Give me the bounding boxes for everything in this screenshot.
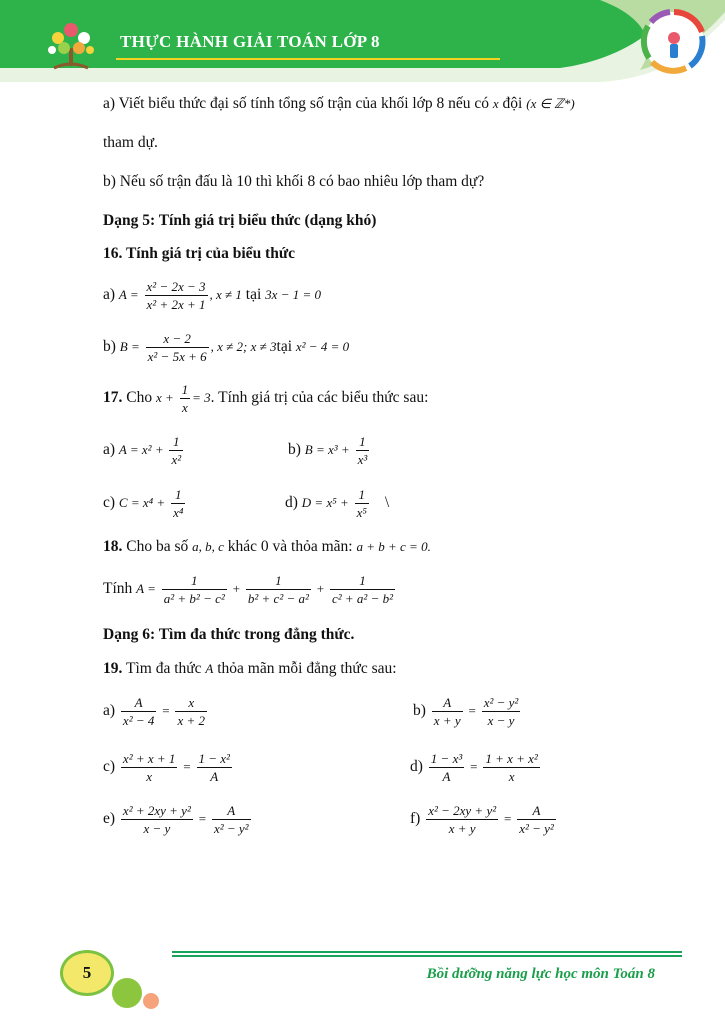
equation-19b: b) $\frac{A}{x + y}$ = $\frac{\text{x² − y²}}{x - y}$ [413,695,519,728]
fraction: $\frac{1}{\text{x³}}$ [357,434,368,467]
fraction: $\frac{1}{\text{c² + a² − b²}}$ [331,573,393,606]
problem-17c: c) C = x⁴ + $\frac{1}{\text{x⁴}}$ [103,487,184,520]
fraction: $\frac{1}{\text{x⁵}}$ [356,487,367,520]
equation-19f: f) $\frac{\text{x² − 2xy + y²}}{x + y}$ = $\frac{A}{\text{x² − y²}}$ [410,803,554,836]
page-number: 5 [60,950,114,996]
problem-17b: b) B = x³ + $\frac{1}{\text{x³}}$ [288,434,368,467]
page-header [0,0,725,95]
fraction: $\frac{\text{x² − 2x − 3}}{\text{x² + 2x + 1}}$ [146,279,206,312]
fraction: $\frac{A}{\text{x² − y²}}$ [519,803,554,836]
problem-18-title: 18. Cho ba số a, b, c khác 0 và thỏa mãn: a + b + c = 0. [103,538,431,555]
fraction: $\frac{\text{x² + x + 1}}{x}$ [122,751,176,784]
problem-15a-cont: tham dự. [103,134,158,151]
problem-18-expr: Tính A = $\frac{1}{\text{a² + b² − c²}}$ + $\frac{1}{\text{b² + c² − a²}}$ + $\frac{1}{\text{c² + a² − b²}}$ [103,573,393,606]
fraction: $\frac{x}{x + 2}$ [177,695,206,728]
fraction: $\frac{1}{\text{a² + b² − c²}}$ [163,573,225,606]
equation-19d: d) $\frac{\text{1 − x³}}{A}$ = $\frac{\text{1 + x + x²}}{x}$ [410,751,538,784]
fraction: $\frac{\text{1 + x + x²}}{x}$ [485,751,538,784]
problem-16-title: 16. Tính giá trị của biểu thức [103,245,296,262]
section-dang-6: Dạng 6: Tìm đa thức trong đẳng thức. [103,626,355,643]
problem-15a: a) Viết biểu thức đại số tính tổng số trận của khối lớp 8 nếu có x đội (x ∈ ℤ*) [103,95,575,112]
equation-19e: e) $\frac{\text{x² + 2xy + y²}}{x - y}$ = $\frac{A}{\text{x² − y²}}$ [103,803,249,836]
fraction: $\frac{\text{x² − 2xy + y²}}{x + y}$ [428,803,497,836]
circle-people-logo-icon [640,8,708,76]
decor-circle-green [112,978,142,1008]
problem-15b: b) Nếu số trận đấu là 10 thì khối 8 có bao nhiêu lớp tham dự? [103,173,485,190]
problem-17-title: 17. Cho x + $\frac{1}{x}$ = 3. Tính giá trị của các biểu thức sau: [103,382,429,415]
section-dang-5: Dạng 5: Tính giá trị biểu thức (dạng khó) [103,212,377,229]
fraction: $\frac{\text{x² + 2xy + y²}}{x - y}$ [122,803,191,836]
fraction: $\frac{1}{\text{b² + c² − a²}}$ [247,573,309,606]
header-underline [116,58,500,60]
fraction: $\frac{1}{x}$ [181,382,189,415]
problem-19-title: 19. Tìm đa thức A thỏa mãn mỗi đẳng thức sau: [103,660,397,677]
footer-rule [172,951,682,959]
equation-19a: a) $\frac{A}{\text{x² − 4}}$ = $\frac{x}{x + 2}$ [103,695,206,728]
decor-circle-orange [143,993,159,1009]
fraction: $\frac{x - 2}{\text{x² − 5x + 6}}$ [147,331,207,364]
header-title: THỰC HÀNH GIẢI TOÁN LỚP 8 [120,32,380,51]
problem-16b: b) B = $\frac{x - 2}{\text{x² − 5x + 6}}$ , x ≠ 2; x ≠ 3tại x² − 4 = 0 [103,331,350,364]
footer-text: Bồi dưỡng năng lực học môn Toán 8 [426,966,655,982]
fraction: $\frac{A}{x + y}$ [433,695,461,728]
tree-logo-icon [44,20,98,74]
equation-19c: c) $\frac{\text{x² + x + 1}}{x}$ = $\frac{\text{1 − x²}}{A}$ [103,751,230,784]
fraction: $\frac{\text{1 − x³}}{A}$ [430,751,463,784]
fraction: $\frac{A}{\text{x² − y²}}$ [213,803,249,836]
problem-17d: d) D = x⁵ + $\frac{1}{\text{x⁵}}$ \ [285,487,390,520]
fraction: $\frac{\text{1 − x²}}{A}$ [198,751,230,784]
fraction: $\frac{A}{\text{x² − 4}}$ [122,695,155,728]
problem-17a: a) A = x² + $\frac{1}{\text{x²}}$ [103,434,182,467]
fraction: $\frac{1}{\text{x²}}$ [171,434,182,467]
fraction: $\frac{1}{\text{x⁴}}$ [173,487,184,520]
fraction: $\frac{\text{x² − y²}}{x - y}$ [483,695,519,728]
problem-16a: a) A = $\frac{\text{x² − 2x − 3}}{\text{x² + 2x + 1}}$ , x ≠ 1 tại 3x − 1 = 0 [103,279,321,312]
